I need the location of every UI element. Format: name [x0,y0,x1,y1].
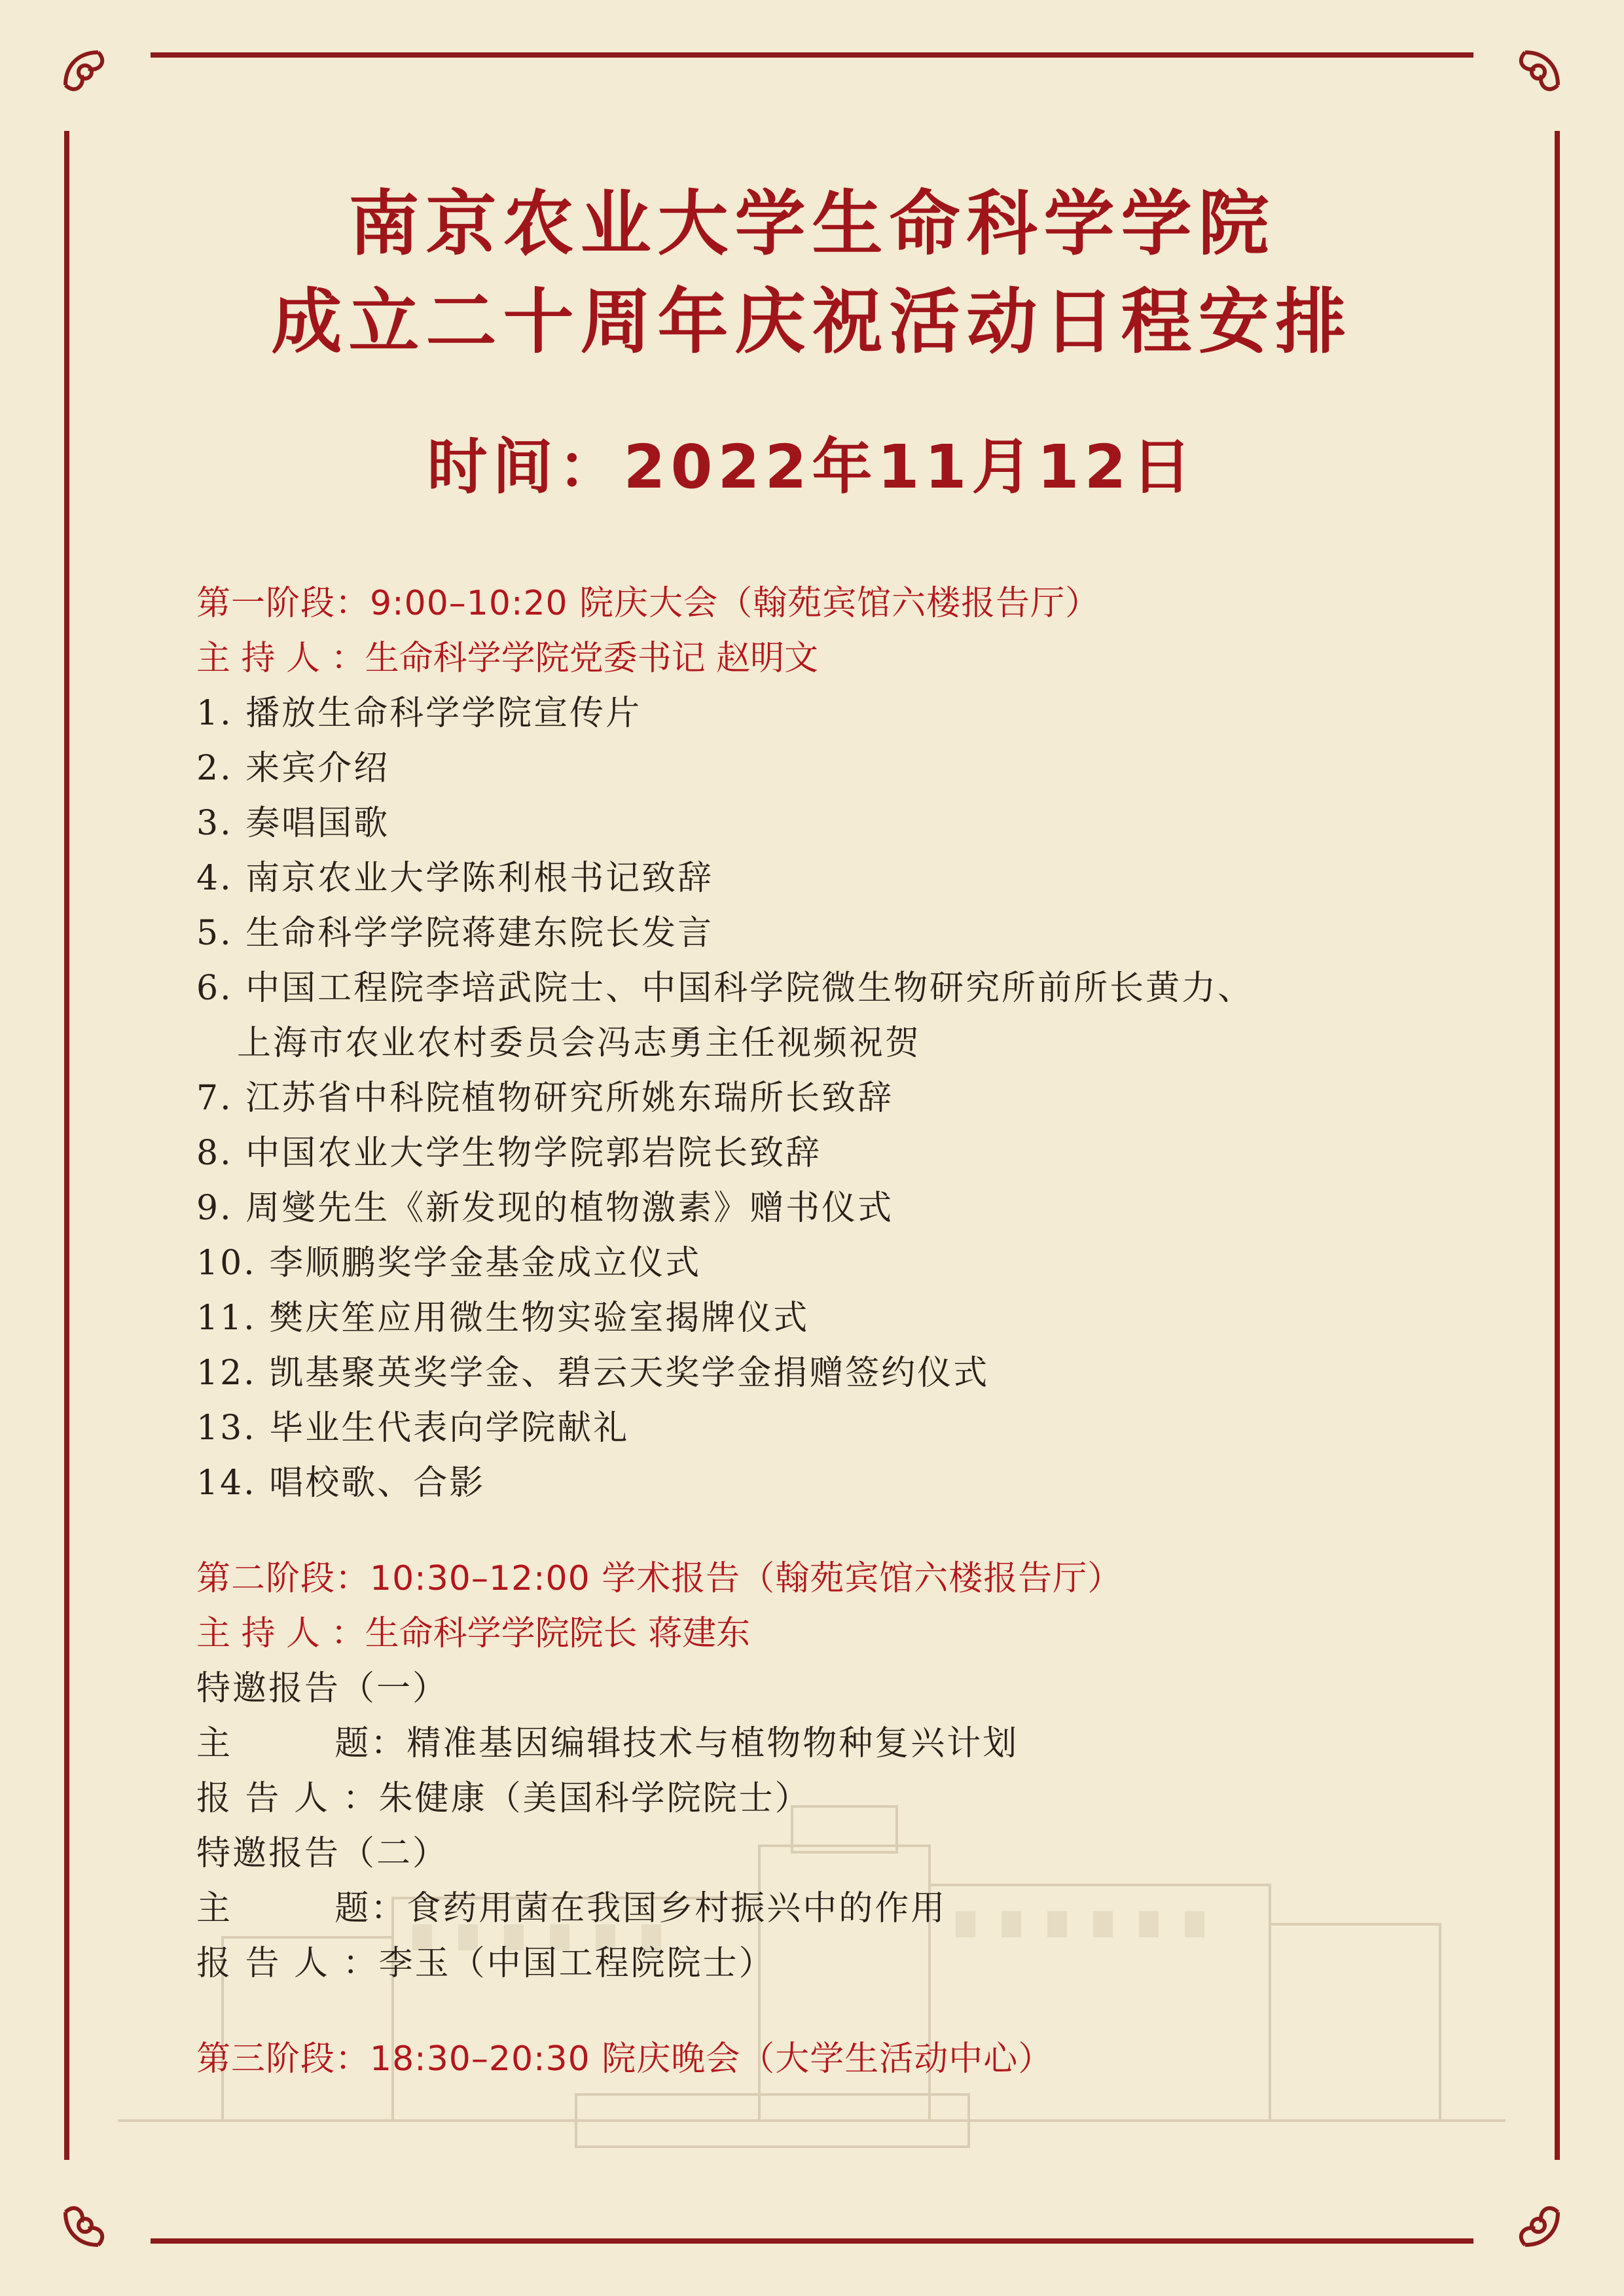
stage-2-host: 主 持 人 ：生命科学学院院长 蒋建东 [196,1614,751,1653]
stage-1-heading: 第一阶段：9:00–10:20 院庆大会（翰苑宾馆六楼报告厅） [196,584,1100,623]
frame-bottom-line [151,2238,1473,2244]
agenda-item: 12. 凯基聚英奖学金、碧云天奖学金捐赠签约仪式 [196,1354,990,1393]
report-2-label: 特邀报告（二） [196,1834,449,1873]
stage-1-host: 主 持 人 ：生命科学学院党委书记 赵明文 [196,639,819,678]
report-2-topic: 主 题：食药用菌在我国乡村振兴中的作用 [196,1889,947,1928]
report-1-label: 特邀报告（一） [196,1669,449,1708]
stage-2-heading: 第二阶段：10:30–12:00 学术报告（翰苑宾馆六楼报告厅） [196,1559,1123,1598]
page-title-line-2: 成立二十周年庆祝活动日程安排 [271,281,1353,363]
agenda-item: 5. 生命科学学院蒋建东院长发言 [196,914,714,953]
corner-ornament-icon [59,46,137,124]
agenda-item: 6. 中国工程院李培武院士、中国科学院微生物研究所前所长黄力、 [196,969,1254,1008]
corner-ornament-icon [59,2173,137,2251]
agenda-item-continuation: 上海市农业农村委员会冯志勇主任视频祝贺 [237,1024,922,1063]
agenda-item: 2. 来宾介绍 [196,749,390,788]
corner-ornament-icon [1486,2173,1564,2251]
agenda-item: 11. 樊庆笙应用微生物实验室揭牌仪式 [196,1299,810,1338]
event-date: 时间：2022年11月12日 [427,432,1197,502]
report-2-speaker: 报 告 人 ：李玉（中国工程院院士） [196,1944,775,1983]
section-spacer [196,1511,1440,1551]
agenda-item: 14. 唱校歌、合影 [196,1463,486,1503]
agenda-item: 8. 中国农业大学生物学院郭岩院长致辞 [196,1134,822,1173]
report-1-topic: 主 题：精准基因编辑技术与植物物种复兴计划 [196,1724,1019,1763]
agenda-item: 3. 奏唱国歌 [196,804,390,843]
frame-top-line [151,52,1473,58]
agenda-item: 9. 周燮先生《新发现的植物激素》赠书仪式 [196,1189,894,1228]
agenda-item: 7. 江苏省中科院植物研究所姚东瑞所长致辞 [196,1079,894,1118]
corner-ornament-icon [1486,46,1564,124]
section-spacer [196,1991,1440,2032]
page-title-line-1: 南京农业大学生命科学学院 [348,183,1276,265]
report-1-speaker: 报 告 人 ：朱健康（美国科学院院士） [196,1779,811,1818]
agenda-item: 10. 李顺鹏奖学金基金成立仪式 [196,1244,702,1283]
agenda-item: 4. 南京农业大学陈利根书记致辞 [196,859,714,898]
stage-3-heading: 第三阶段：18:30–20:30 院庆晚会（大学生活动中心） [196,2039,1053,2079]
agenda-item: 1. 播放生命科学学院宣传片 [196,694,642,733]
agenda-item: 13. 毕业生代表向学院献礼 [196,1408,630,1448]
agenda-content [196,576,1440,2087]
